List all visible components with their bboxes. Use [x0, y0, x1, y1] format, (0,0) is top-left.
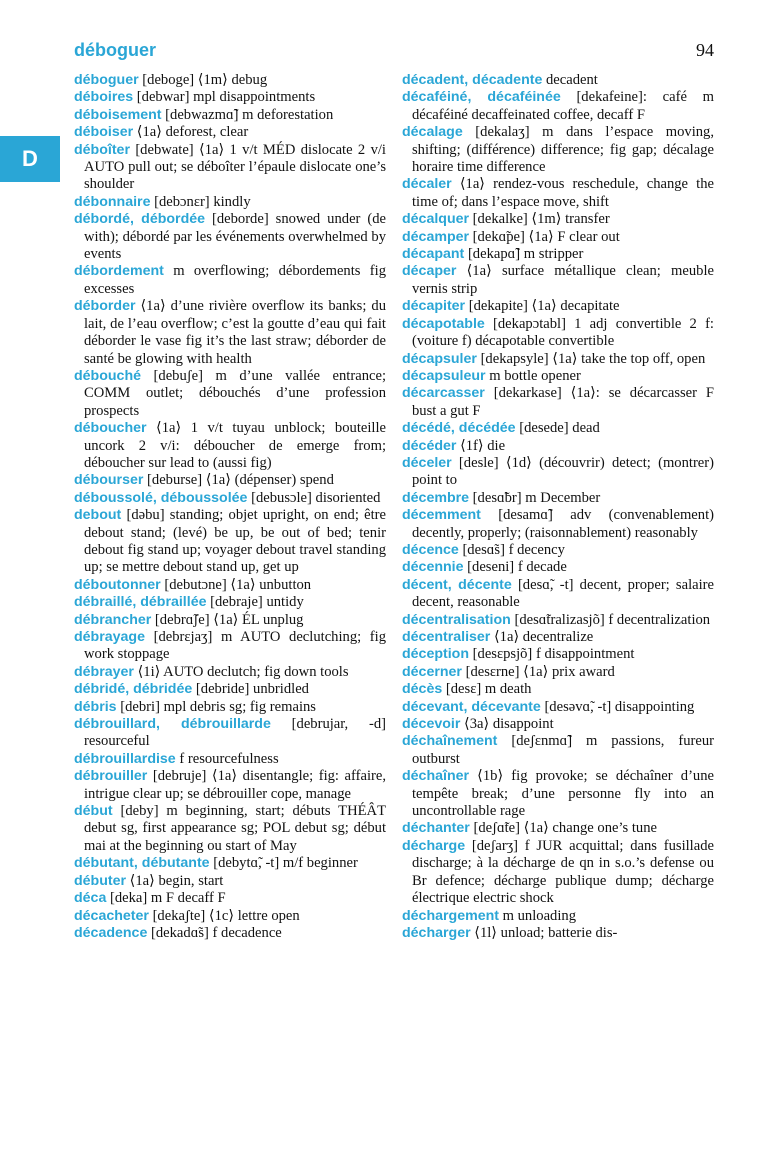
- dictionary-entry: [402, 681, 714, 698]
- entry-definition: ⟨1a⟩ 1 v/t tuyau unblock; bouteille uncork 2 v/i: déboucher de emerge from; déboucher sur lead to (aussi fig): [84, 420, 386, 471]
- headword: décarcasser: [402, 385, 485, 402]
- dictionary-entry: [402, 577, 714, 612]
- headword: décent, décente: [402, 576, 512, 593]
- entry-definition: [dekalaʒ] m dans l’espace moving, shifting; (différence) difference; fig gap; décalage horaire time difference: [412, 124, 714, 176]
- headword: décaper: [402, 263, 457, 280]
- headword: débutant, débutante: [74, 855, 210, 872]
- dictionary-entry: [402, 542, 714, 559]
- headword: déborder: [74, 298, 136, 315]
- entry-definition: [desle] ⟨1d⟩ (découvrir) detect; (montrer) point to: [412, 454, 714, 489]
- left-column: [74, 72, 386, 942]
- entry-definition: [debruje] ⟨1a⟩ disentangle; fig: affaire, intrigue clear up; se débrouiller cope, manage: [84, 768, 386, 802]
- entry-definition: [debwazmɑ̃] m deforestation: [161, 106, 334, 123]
- dictionary-entry: [74, 124, 386, 141]
- headword: déboutonner: [74, 576, 161, 593]
- entry-definition: [desede] dead: [515, 420, 600, 437]
- dictionary-entry: [74, 803, 386, 855]
- entry-definition: [desɛpsjõ] f disappointment: [469, 646, 635, 663]
- entry-definition: [desɑ̃s] f decency: [458, 541, 565, 558]
- entry-definition: [desɑ̃tralizasjõ] f decentralization: [510, 611, 711, 628]
- headword: décevoir: [402, 716, 461, 733]
- headword: déboussolé, déboussolée: [74, 489, 248, 506]
- headword: débordé, débordée: [74, 211, 206, 228]
- headword: débouché: [74, 367, 142, 384]
- dictionary-entry: [74, 420, 386, 472]
- headword: déca: [74, 890, 107, 907]
- headword: débridé, débridée: [74, 681, 193, 698]
- headword: déboisement: [74, 106, 162, 123]
- entry-definition: [dekalke] ⟨1m⟩ transfer: [469, 211, 610, 228]
- entry-definition: [dekaʃte] ⟨1c⟩ lettre open: [148, 907, 300, 924]
- headword: décéder: [402, 437, 457, 454]
- dictionary-entry: [402, 124, 714, 176]
- entry-definition: [debutɔne] ⟨1a⟩ unbutton: [160, 576, 312, 593]
- entry-definition: ⟨1a⟩ begin, start: [126, 872, 224, 889]
- entry-definition: ⟨1a⟩ rendez-vous reschedule, change the time of; dans l’espace move, shift: [412, 176, 714, 210]
- entry-definition: [deby] m beginning, start; débuts THÉÂT debut sg, first appearance sg; POL debut sg; début mai at the beginning ou start of May: [84, 803, 386, 854]
- headword: débris: [74, 698, 117, 715]
- dictionary-entry: [74, 490, 386, 507]
- entry-definition: [debwate] ⟨1a⟩ 1 v/t MÉD dislocate 2 v/i AUTO pull out; se déboîter l’épaule dislocate one’s shoulder: [84, 141, 386, 193]
- headword: décevant, décevante: [402, 698, 541, 715]
- thumb-index-tab[interactable]: D: [0, 136, 60, 182]
- dictionary-entry: [402, 89, 714, 124]
- headword: débraillé, débraillée: [74, 594, 207, 611]
- entry-definition: [deborde] snowed under (de with); débordé par les événements overwhelmed by events: [84, 211, 386, 263]
- entry-definition: [debwar] mpl disappointments: [133, 89, 316, 106]
- dictionary-entry: [74, 142, 386, 194]
- entry-definition: [debride] unbridled: [192, 681, 309, 698]
- entry-definition: ⟨3a⟩ disappoint: [460, 716, 554, 733]
- dictionary-entry: [74, 507, 386, 577]
- entry-definition: [deʃarʒ] f JUR acquittal; dans fusillade discharge; à la décharge de qn in s.o.’s defense ou Br defence; décharge publique dump; décharge électrique electric shock: [412, 837, 714, 907]
- headword: déboucher: [74, 420, 147, 437]
- entry-definition: [deka] m F decaff F: [106, 890, 226, 907]
- entry-definition: [desɛrne] ⟨1a⟩ prix award: [461, 663, 615, 680]
- dictionary-entry: [74, 751, 386, 768]
- entry-definition: [deburse] ⟨1a⟩ (dépenser) spend: [143, 472, 334, 489]
- entry-definition: ⟨1a⟩ deforest, clear: [133, 124, 249, 141]
- dictionary-entry: [402, 820, 714, 837]
- headword: déception: [402, 646, 470, 663]
- dictionary-entry: [74, 629, 386, 664]
- page-header: [74, 40, 714, 64]
- dictionary-entry: [402, 211, 714, 228]
- dictionary-entry: [402, 368, 714, 385]
- dictionary-entry: [402, 438, 714, 455]
- dictionary-entry: [402, 908, 714, 925]
- entry-definition: [debrujar, -d] resourceful: [84, 716, 387, 750]
- dictionary-entry: [402, 263, 714, 298]
- dictionary-entry: [402, 838, 714, 908]
- dictionary-entry: [402, 72, 714, 89]
- headword: début: [74, 803, 113, 820]
- headword: décalage: [402, 124, 463, 141]
- dictionary-entry: [74, 890, 386, 907]
- headword: debout: [74, 507, 122, 524]
- entry-definition: [dekapɑ̃] m stripper: [464, 246, 584, 263]
- headword: débrayer: [74, 663, 134, 680]
- entry-definition: [debɔnɛr] kindly: [150, 193, 251, 210]
- headword: déchaîner: [402, 768, 470, 785]
- headword: déchaînement: [402, 733, 498, 750]
- dictionary-entry: [402, 629, 714, 646]
- entry-definition: [desɑ̃br] m December: [469, 489, 601, 506]
- entry-definition: ⟨1f⟩ die: [456, 437, 506, 454]
- headword: décharge: [402, 837, 466, 854]
- entry-definition: [debuʃe] m d’une vallée entrance; COMM outlet; débouchés d’une profession prospects: [84, 367, 386, 419]
- entry-definition: [debri] mpl debris sg; fig remains: [116, 698, 316, 715]
- headword: débuter: [74, 872, 127, 889]
- entry-definition: ⟨1a⟩ surface métallique clean; meuble vernis strip: [412, 263, 714, 297]
- headword: débrouillard, débrouillarde: [74, 716, 271, 733]
- headword: décence: [402, 541, 459, 558]
- entry-definition: ⟨1a⟩ d’une rivière overflow its banks; du lait, de l’eau overflow; c’est la goutte d’eau qui fait déborder le vase fig it’s the last straw; déborder de santé be glowing with health: [84, 298, 386, 367]
- dictionary-entry: [402, 925, 714, 942]
- headword: débrouillardise: [74, 750, 176, 767]
- dictionary-entry: [74, 664, 386, 681]
- dictionary-entry: [74, 194, 386, 211]
- entry-definition: ⟨1b⟩ fig provoke; se déchaîner d’une tempête break; d’une personne fly into an uncontrollable rage: [412, 768, 714, 820]
- headword: décaféiné, décaféinée: [402, 89, 561, 106]
- entry-definition: [deboge] ⟨1m⟩ debug: [138, 72, 268, 88]
- headword: débordement: [74, 263, 164, 280]
- dictionary-entry: [402, 455, 714, 490]
- dictionary-entry: [74, 472, 386, 489]
- dictionary-entry: [74, 211, 386, 263]
- dictionary-entry: [402, 646, 714, 663]
- entry-definition: [dekapɔtabl] 1 adj convertible 2 f: (voiture f) décapotable convertible: [412, 315, 714, 350]
- dictionary-entry: [402, 351, 714, 368]
- headword: décédé, décédée: [402, 420, 516, 437]
- headword: décentralisation: [402, 611, 511, 628]
- headword: décacheter: [74, 907, 149, 924]
- entry-definition: [dekapite] ⟨1a⟩ decapitate: [465, 298, 620, 315]
- entry-definition: m bottle opener: [485, 367, 581, 384]
- headword: décapant: [402, 246, 465, 263]
- headword: débourser: [74, 472, 144, 489]
- entry-definition: ⟨1i⟩ AUTO declutch; fig down tools: [133, 663, 349, 680]
- entry-definition: ⟨1l⟩ unload; batterie dis-: [470, 924, 618, 941]
- headword: déchargement: [402, 907, 499, 924]
- headword: décès: [402, 681, 443, 698]
- entry-definition: [dəbu] standing; objet upright, on end; être debout stand; (levé) be up, be out of bed; tenir debout fig stand up; voyager debout travel standing up; se mettre debout stand up, get up: [84, 507, 386, 576]
- entry-definition: [desɛ] m death: [442, 681, 532, 698]
- dictionary-entry: [402, 176, 714, 211]
- headword: décalquer: [402, 211, 470, 228]
- headword: débonnaire: [74, 193, 151, 210]
- dictionary-entry: [402, 385, 714, 420]
- entry-definition: [dekadɑ̃s] f decadence: [147, 924, 282, 941]
- dictionary-entry: [74, 908, 386, 925]
- headword: déceler: [402, 454, 452, 471]
- dictionary-entry: [402, 664, 714, 681]
- dictionary-entry: [402, 733, 714, 768]
- headword: décemment: [402, 507, 481, 524]
- entry-definition: f resourcefulness: [175, 750, 279, 767]
- headword: débrayage: [74, 629, 145, 645]
- entry-definition: [debrɑ̃ʃe] ⟨1a⟩ ÉL unplug: [151, 611, 304, 628]
- dictionary-entry: [402, 316, 714, 351]
- headword: décapiter: [402, 298, 466, 315]
- dictionary-entry: [74, 768, 386, 803]
- dictionary-entry: [74, 855, 386, 872]
- headword: débrancher: [74, 611, 152, 628]
- entry-definition: [debusɔle] disoriented: [247, 489, 381, 506]
- entry-definition: [debytɑ̃, -t] m/f beginner: [209, 855, 358, 872]
- entry-definition: [deʃɑ̃te] ⟨1a⟩ change one’s tune: [469, 820, 657, 837]
- dictionary-entry: [74, 716, 386, 751]
- headword: décerner: [402, 663, 462, 680]
- entry-definition: [dekarkase] ⟨1a⟩: se décarcasser F bust a gut F: [412, 385, 714, 419]
- entry-definition: [debraje] untidy: [206, 594, 304, 611]
- dictionary-entry: [74, 612, 386, 629]
- entry-definition: [desɑ̃, -t] decent, proper; salaire decent, reasonable: [412, 576, 714, 611]
- headword: débrouiller: [74, 768, 148, 785]
- dictionary-entry: [74, 263, 386, 298]
- headword: décapsuler: [402, 350, 477, 367]
- entry-definition: [deʃɛnmɑ̃] m passions, fureur outburst: [412, 733, 714, 767]
- entry-definition: decadent: [542, 72, 598, 88]
- headword: déboîter: [74, 141, 130, 158]
- dictionary-entry: [402, 298, 714, 315]
- entry-definition: [debrɛjaʒ] m AUTO declutching; fig work stoppage: [84, 629, 386, 663]
- dictionary-entry: [402, 768, 714, 820]
- dictionary-entry: [402, 507, 714, 542]
- guide-word: déboguer: [74, 40, 157, 60]
- headword: décharger: [402, 924, 471, 941]
- page-number: 94: [696, 40, 714, 60]
- entry-definition: ⟨1a⟩ decentralize: [490, 629, 594, 645]
- dictionary-entry: [402, 246, 714, 263]
- headword: décennie: [402, 559, 464, 576]
- entry-definition: [dekafeine]: café m décaféiné decaffeinated coffee, decaff F: [412, 89, 714, 123]
- right-column: [402, 72, 714, 942]
- dictionary-entry: [402, 229, 714, 246]
- dictionary-entry: [74, 72, 386, 89]
- dictionary-entry: [402, 716, 714, 733]
- headword: décapsuleur: [402, 367, 486, 384]
- headword: déboires: [74, 89, 134, 106]
- headword: déboguer: [74, 72, 139, 88]
- headword: décaler: [402, 176, 452, 193]
- dictionary-entry: [402, 490, 714, 507]
- entry-definition: [desamɑ̃] adv (convenablement) decently, properly; (raisonnablement) reasonably: [412, 507, 714, 541]
- headword: décadent, décadente: [402, 72, 543, 88]
- dictionary-entry: [74, 594, 386, 611]
- dictionary-entry: [74, 577, 386, 594]
- entry-definition: [dekɑ̃pe] ⟨1a⟩ F clear out: [469, 228, 620, 245]
- dictionary-entry: [402, 699, 714, 716]
- dictionary-entry: [74, 107, 386, 124]
- headword: déboiser: [74, 124, 134, 141]
- entry-definition: m unloading: [498, 907, 577, 924]
- dictionary-entry: [74, 681, 386, 698]
- headword: décembre: [402, 489, 470, 506]
- dictionary-entry: [402, 559, 714, 576]
- entry-definition: [dekapsyle] ⟨1a⟩ take the top off, open: [476, 350, 706, 367]
- headword: décamper: [402, 228, 470, 245]
- dictionary-entry: [402, 612, 714, 629]
- dictionary-entry: [74, 298, 386, 368]
- headword: déchanter: [402, 820, 470, 837]
- headword: décentraliser: [402, 629, 491, 645]
- dictionary-entry: [402, 420, 714, 437]
- dictionary-entry: [74, 925, 386, 942]
- dictionary-entry: [74, 699, 386, 716]
- entry-definition: m overflowing; débordements fig excesses: [84, 263, 386, 297]
- dictionary-entry: [74, 368, 386, 420]
- dictionary-entry: [74, 873, 386, 890]
- dictionary-entry: [74, 89, 386, 106]
- headword: décapotable: [402, 315, 485, 332]
- entry-definition: [deseni] f decade: [463, 559, 567, 576]
- headword: décadence: [74, 924, 148, 941]
- entry-definition: [desəvɑ̃, -t] disappointing: [540, 698, 695, 715]
